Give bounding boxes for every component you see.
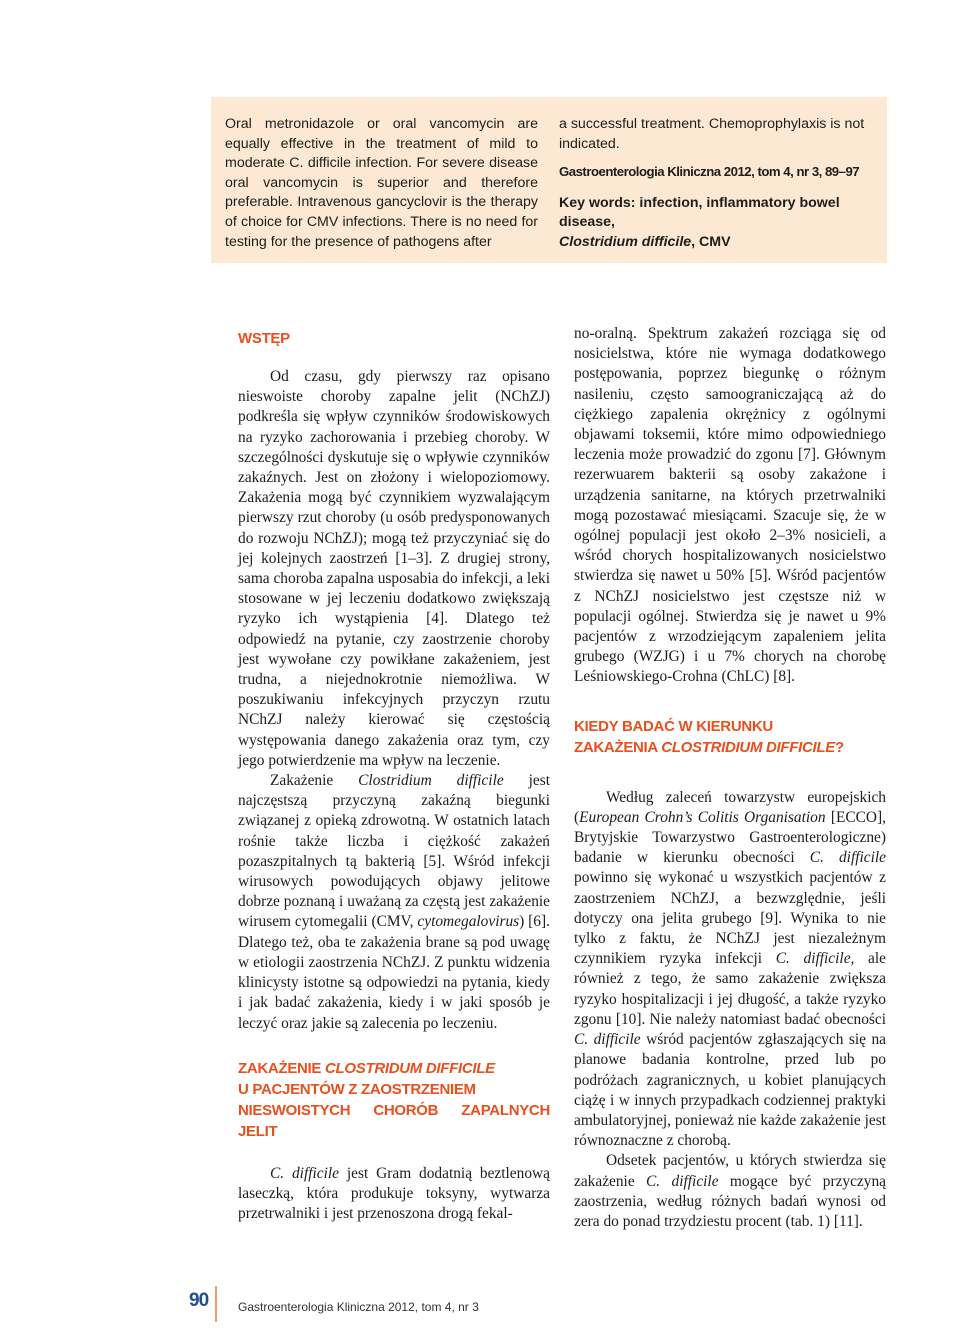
text-italic: cytomegalovirus (417, 913, 520, 931)
page-number: 90 (189, 1290, 209, 1311)
abstract-box (211, 97, 887, 263)
abstract-left-text: Oral metronidazole or oral vancomycin are equally effective in the treatment of mild to moderate C. difficile infection. For severe disease oral vancomycin is superior and therefore preferable. Intravenous gancyclovir is the therapy of choice for CMV infections. There is no need for testing for the presence of pathogens after (225, 116, 538, 250)
heading-when-test (574, 716, 886, 758)
heading-italic: CLOSTRIDUM DIFFICILE (325, 1059, 495, 1077)
paragraph-guidelines (574, 788, 886, 1152)
text-run: [ECCO], Brytyjskie Towarzystwo Gastroenterologiczne) badanie w kierunku obecności (574, 808, 886, 867)
text-italic: C. difficile (646, 1172, 719, 1190)
page-footer (0, 1290, 960, 1320)
paragraph-percent (574, 1151, 886, 1232)
paragraph-cdiff-bacteria (238, 1164, 550, 1225)
text-italic: Clostridium difficile (358, 772, 504, 790)
text-run: Według zaleceń towarzystw europejskich ( (574, 788, 886, 826)
abstract-right-column (559, 115, 877, 253)
keywords-suffix: , CMV (691, 233, 731, 250)
paragraph-intro: Od czasu, gdy pierwszy raz opisano nieswoiste choroby zapalne jelit (NChZJ) podkreśla się wpływ czynników środowiskowych na ryzyko zachorowania i przebieg choroby. W szczególności dyskutuje się o wpływie czynników zakaźnych. Jest on złożony i wielopoziomowy. Zakażenia mogą być czynnikiem wyzwalającym pierwszy rzut choroby (u osób predysponowanych do rozwoju NChZJ); mogą też przyczyniać się do jej kolejnych zaostrzeń [1–3]. Z drugiej strony, sama choroba zapalna usposabia do infekcji, a leki stosowane w jej leczeniu dodatkowo zwiększają ryzyko ich wystąpienia [4]. Dlatego też odpowiedź na pytanie, czy zaostrzenie choroby jest wywołane czy powikłane zakażeniem, jest trudna, a niejednokrotnie niemożliwa. W poszukiwaniu infekcyjnych przyczyn rzutu NChZJ należy kierować się częstością występowania danego zakażenia oraz tym, czy jego potwierdzenie ma wpływ na leczenie. (238, 368, 550, 769)
paragraph-cdiff-intro (238, 771, 550, 1034)
heading-run: ZAKAŻENIE (238, 1059, 326, 1077)
text-italic: C. difficile (809, 849, 886, 867)
heading-italic: CLOSTRIDIUM DIFFICILE (661, 738, 835, 756)
text-run: ) [6]. Dlatego też, oba te zakażenia brane są pod uwagę w etiologii zaostrzenia NChZJ. Z punktu widzenia klinicysty istotne są odpowiedzi na pytania, kiedy i jak badać zakażenia, kiedy i w jaki sposób je leczyć oraz jakie są zalecenia po leczeniu. (238, 913, 550, 1032)
text-run: powinno się wykonać u wszystkich pacjentów z zaostrzeniem NChZJ, a bezwzględnie, jeśli dotyczy ona jelita grubego [9]. Wynika to nie tylko z faktu, że NChZJ jest niezależnym czynnikiem ryzyka infekcji (574, 869, 886, 968)
text-run: mogące być przyczyną zaostrzenia, według różnych badań wynosi od zera do ponad trzydziestu procent (tab. 1) [11]. (574, 1172, 886, 1230)
heading-run: U PACJENTÓW Z ZAOSTRZENIEM (238, 1080, 476, 1098)
heading-wstep: WSTĘP (238, 330, 290, 347)
text-run: jest Gram dodatnią beztlenową laseczką, która produkuje toksyny, wytwarza przetrwalniki i jest przenoszona drogą fekal- (238, 1164, 550, 1223)
abstract-citation: Gastroenterologia Kliniczna 2012, tom 4, nr 3, 89–97 (559, 164, 860, 180)
keywords-prefix: Key words: infection, inflammatory bowel disease, (559, 194, 840, 231)
heading-run: KIEDY BADAĆ W KIERUNKU (574, 717, 773, 735)
text-run: Zakażenie (270, 772, 359, 790)
heading-run: NIESWOISTYCH CHORÓB ZAPALNYCH JELIT (238, 1101, 550, 1140)
left-column (238, 328, 550, 1224)
right-column (574, 324, 886, 1232)
text-run: Odsetek pacjentów, u których stwierdza się zakażenie (574, 1152, 886, 1190)
footer-divider (215, 1286, 217, 1322)
text-italic: C. difficile (574, 1031, 641, 1049)
text-run: , ale również z tego, że samo zakażenie zwiększa ryzyko hospitalizacji i jej długość, a także ryzyko zgonu [10]. Nie należy natomiast badać obecności (574, 950, 886, 1028)
text-run: jest najczęstszą przyczyną zakaźną biegunki związanej z opieką zdrowotną. W ostatnich latach rośnie także liczba i ciężkość zakażeń pozaszpitalnych tą bakterią [5]. Wśród infekcji wirusowych powodujących objawy jelitowe dobrze poznaną i uważaną za częstą jest zakażenie wirusem cytomegalii (CMV, (238, 772, 550, 931)
text-italic: European Crohn’s Colitis Organisation (579, 808, 826, 826)
paragraph-spectrum: no-oralną. Spektrum zakażeń rozciąga się od nosicielstwa, które nie wymaga dodatkowego postępowania, poprzez biegunkę o różnym nasileniu, często samoograniczającą aż do ciężkiego zapalenia okrężnicy z ogólnymi objawami toksemii, które mimo odpowiedniego leczenia może prowadzić do zgonu [7]. Głównym rezerwuarem bakterii są osoby zakażone i urządzenia sanitarne, na których przetrwalniki mogą pozostawać miesiącami. Szacuje się, że w ogólnej populacji jest około 2–3% nosicieli, a wśród chorych hospitalizowanych nosicielstwo stwierdza się nawet u 50% [5]. Wśród pacjentów z NChZJ nosicielstwo jest częstsze niż w populacji ogólnej. Stwierdza się je nawet u 9% pacjentów z wrzodziejącym zapaleniem jelita grubego (WZJG) i u 7% chorych na chorobę Leśniowskiego-Crohna (ChLC) [8]. (574, 325, 886, 686)
footer-journal-title: Gastroenterologia Kliniczna 2012, tom 4, nr 3 (238, 1300, 479, 1314)
text-italic: C. difficile (270, 1164, 339, 1182)
text-italic: C. difficile (775, 950, 851, 968)
heading-cdiff-infection (238, 1058, 550, 1142)
text-run: wśród pacjentów zgłaszających się na planowe badania kontrolne, przed lub po podróżach zagranicznych, u kobiet planujących ciążę i w innych przypadkach codziennej praktyki ambulatoryjnej, ponieważ nie każde zakażenie jest równoznaczne z chorobą. (574, 1031, 886, 1150)
keywords-italic: Clostridium difficile (559, 233, 692, 250)
keywords (559, 194, 877, 253)
abstract-right-text: a successful treatment. Chemoprophylaxis is not indicated. (559, 116, 865, 152)
heading-run: ? (834, 738, 844, 756)
heading-run: ZAKAŻENIA (574, 738, 662, 756)
